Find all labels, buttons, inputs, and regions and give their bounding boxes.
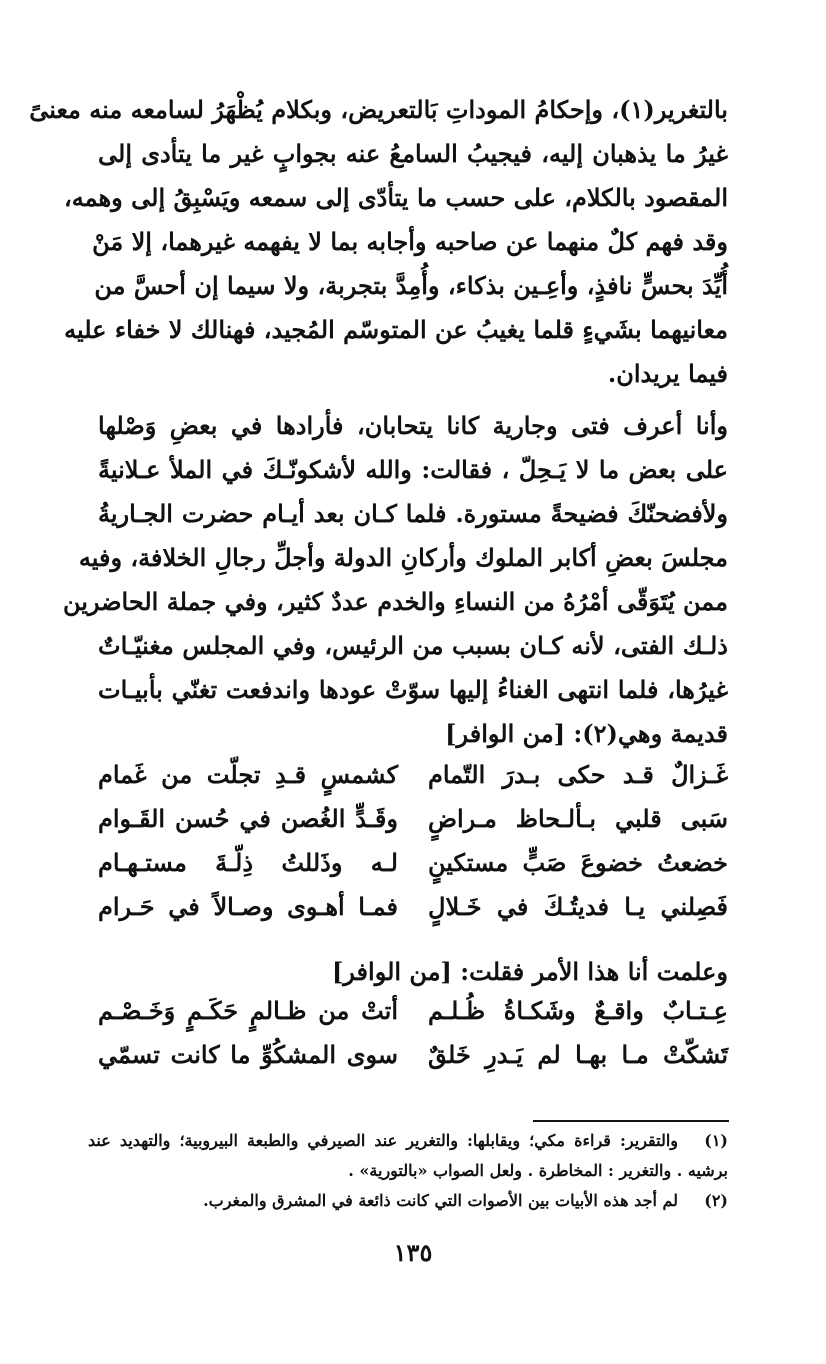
verse-first-hemistich: خضعتُ خضوعَ صَبٍّ مستكينٍ (428, 848, 728, 877)
verse-second-hemistich: فمـا أهـوى وصـالاً في حَـرام (98, 892, 398, 921)
footnote-text: لم أجد هذه الأبيات بين الأصوات التي كانت ذائعة في المشرق والمغرب. (203, 1191, 678, 1210)
footnotes (88, 1126, 728, 1216)
verse-first-hemistich: سَبى قلبي بـألـحاظ مـراضٍ (428, 804, 728, 833)
text-line: على بعض ما لا يَـحِلّ ، فقالت: والله لأشكونّـكَ في الملأ عـلانيةً (98, 455, 728, 484)
page-number: ١٣٥ (393, 1238, 433, 1267)
footnote-2 (88, 1186, 728, 1216)
text-line: ولأفضحنّكَ فضيحةً مستورة. فلما كـان بعد أيـام حضرت الجـاريةُ (98, 499, 728, 528)
verse-line (98, 760, 728, 804)
text-line: بالتغرير(١)، وإحكامُ الموداتِ بَالتعريض، وبكلام يُظْهَرُ لسامعه منه معنىً (29, 95, 728, 124)
paragraph-1 (29, 88, 728, 396)
verse-second-hemistich: أتتْ من ظـالمٍ حَكَـمٍ وَخَـصْـم (98, 996, 398, 1025)
text-line: قديمة وهي(٢): [من الوافر] (445, 719, 728, 748)
verse-line (98, 804, 728, 848)
text-line: أُيِّدَ بحسٍّ نافذٍ، وأعِـين بذكاء، وأُمِدَّ بتجربة، ولا سيما إن أحسَّ من (94, 271, 728, 300)
footnote-number: (٢) (704, 1191, 728, 1210)
text-line: معانيهما بشَيءٍ قلما يغيبُ عن المتوسّم المُجيد، فهنالك لا خفاء عليه (64, 315, 728, 344)
verse-second-hemistich: لـه وذَللتُ ذِلّـةَ مستـهـام (98, 848, 398, 877)
verse-second-hemistich: وقَـدٍّ الغُصن في حُسن القَـوام (98, 804, 398, 833)
text-line: المقصود بالكلام، على حسب ما يتأدّى إلى سمعه ويَسْبِقُ إلى وهمه، (64, 183, 728, 212)
verse-first-hemistich: فَصِلني يـا فديتُـكَ في خَـلالٍ (428, 892, 728, 921)
text-line: غيرُ ما يذهبان إليه، فيجيبُ السامعُ عنه بجوابٍ غير ما يتأدى إلى (98, 139, 728, 168)
text-line: ذلـك الفتى، لأنه كـان بسبب من الرئيس، وفي المجلس مغنيّـاتٌ (98, 631, 728, 660)
verse-line (98, 1040, 728, 1084)
text-line: ممن يُتَوَقّى أمْرُهُ من النساءِ والخدم عددٌ كثير، وفي جملة الحاضرين (62, 587, 728, 616)
text-line: مجلسَ بعضِ أكابر الملوك وأركانِ الدولة وأجلِّ رجالِ الخلافة، وفيه (78, 543, 728, 572)
verse-first-hemistich: تَشكّتْ مـا بهـا لم يَـدرِ خَلقٌ (428, 1040, 728, 1069)
footnote-separator (533, 1120, 729, 1122)
footnote-text: والتقرير: قراءة مكي؛ ويقابلها: والتغرير عند الصيرفي والطبعة البيروبية؛ والتهديد عند (88, 1131, 678, 1150)
footnote-number: (١) (704, 1131, 728, 1150)
poem-2-intro: وعلمت أنا هذا الأمر فقلت: [من الوافر] (331, 957, 728, 986)
footnote-1 (88, 1126, 728, 1156)
footnote-1-continued (88, 1156, 728, 1186)
paragraph-2 (62, 404, 728, 756)
poem-2 (98, 996, 728, 1084)
verse-second-hemistich: كشمسٍ قـدِ تجلّت من غَمام (98, 760, 398, 789)
text-line: وقد فهم كلٌ منهما عن صاحبه وأجابه بما لا يفهمه غيرهما، إلا مَنْ (92, 227, 728, 256)
verse-line (98, 996, 728, 1040)
verse-first-hemistich: غَـزالٌ قـد حكى بـدرَ التّمام (428, 760, 728, 789)
poem-1 (98, 760, 728, 936)
text-line: وأنا أعرف فتى وجارية كانا يتحابان، فأرادها في بعضِ وَصْلها (98, 411, 728, 440)
text-line: فيما يريدان. (607, 359, 728, 388)
verse-first-hemistich: عِـتـابٌ واقـعٌ وشَكـاةُ ظُـلـم (428, 996, 728, 1025)
verse-second-hemistich: سوى المشكُوِّ ما كانت تسمّي (98, 1040, 398, 1069)
verse-line (98, 848, 728, 892)
verse-line (98, 892, 728, 936)
text-line: غيرُها، فلما انتهى الغناءُ إليها سوّتْ عودها واندفعت تغنّي بأبيـات (98, 675, 728, 704)
footnote-text: برشيه . والتغرير : المخاطرة . ولعل الصواب «بالتورية» . (348, 1161, 728, 1180)
